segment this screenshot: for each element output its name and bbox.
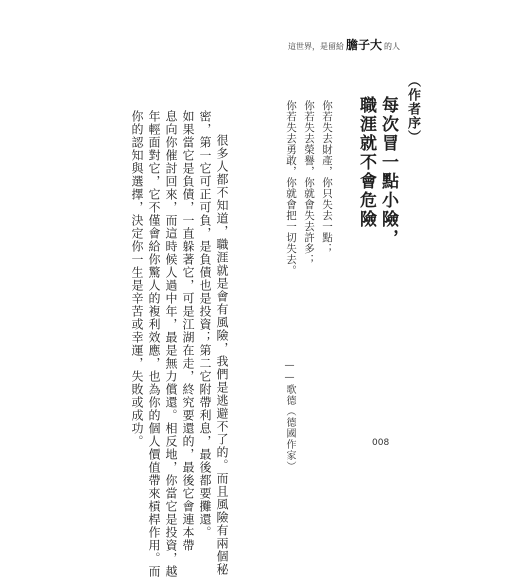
running-header-suffix: 的人 (384, 42, 400, 51)
body-line: 密，第一它可正可負，是負債也是投資；第二它附帶利息，最後都要攤還。 (198, 110, 212, 539)
body-line: 你的認知與選擇，決定你一生是辛苦或幸運，失敗或成功。 (130, 110, 144, 448)
chapter-title-line: 職涯就不會危險 (356, 96, 376, 229)
epigraph-poem (282, 100, 336, 290)
epigraph-attribution: ——歌德（德國作家） (284, 360, 295, 472)
chapter-title-line: 每次冒一點小險， (378, 96, 398, 248)
body-line: 如果當它是負債，一直躲著它，可是江湖在走，終究要還的，最後它會連本帶 (181, 110, 195, 552)
body-line: 息向你催討回來，而這時候人過中年，最是無力償還。相反地，你當它是投資，越 (164, 110, 178, 578)
body-text (128, 110, 230, 578)
poem-line: 你若失去勇敢，你就會把一切失去。 (285, 100, 297, 276)
poem-line: 你若失去財產，你只失去一點； (321, 100, 333, 254)
running-header-prefix: 這世界，是留給 (287, 42, 344, 51)
running-header-emphasis: 膽子大 (345, 38, 382, 52)
page-number: 008 (372, 438, 390, 448)
body-line: 很多人都不知道，職涯就是會有風險，我們是逃避不了的。而且風險有兩個秘 (215, 134, 229, 576)
body-line: 年輕面對它，它不僅會給你驚人的複利效應，也為你的個人價值帶來槓桿作用。而 (147, 110, 161, 578)
chapter-title (355, 96, 399, 248)
poem-line: 你若失去榮譽，你就會失去許多； (303, 100, 315, 265)
running-header (288, 36, 400, 53)
preface-tag: （作者序） (405, 74, 420, 144)
